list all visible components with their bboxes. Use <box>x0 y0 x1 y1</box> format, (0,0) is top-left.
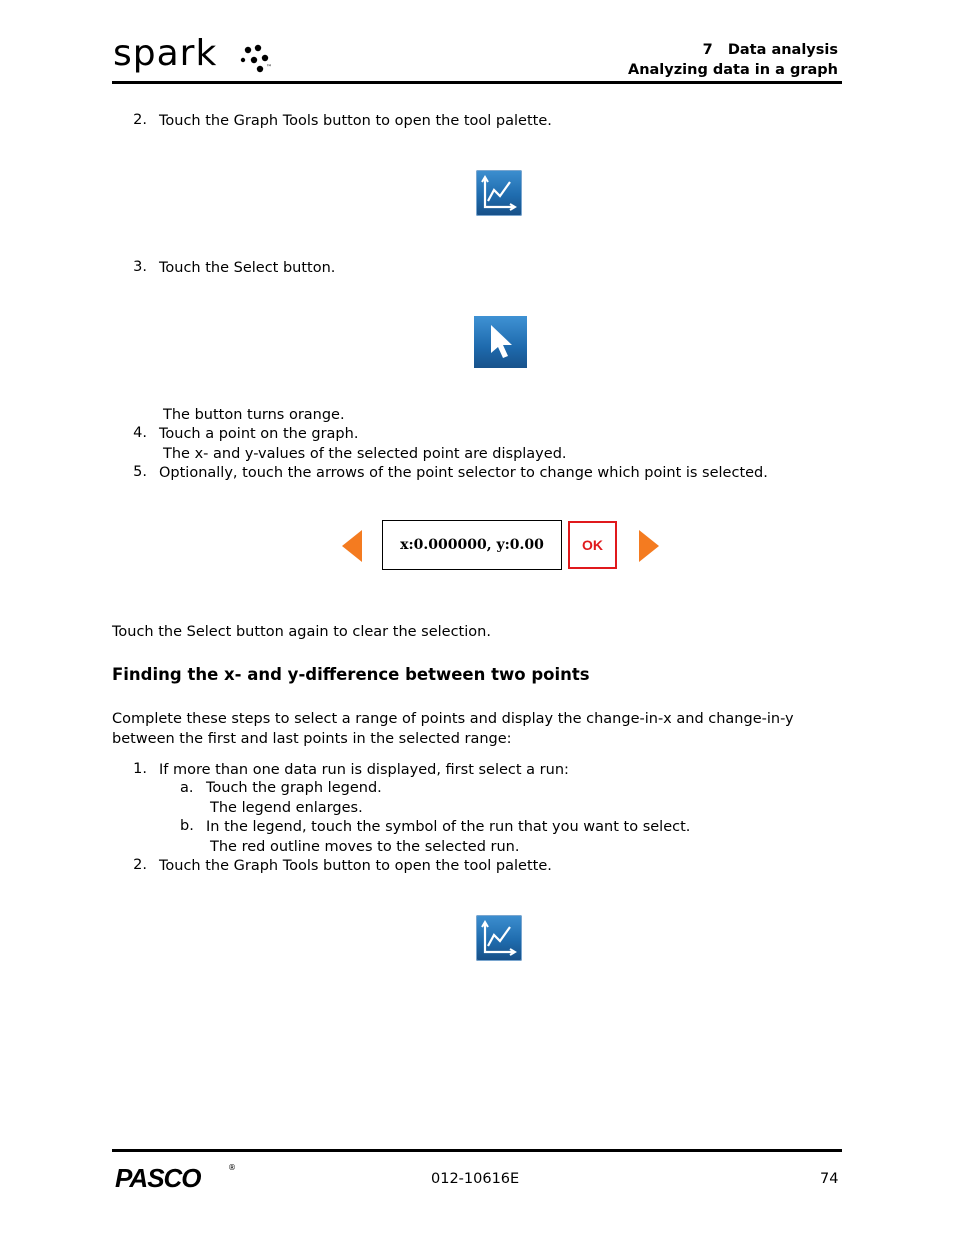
document-number: 012-10616E <box>431 1171 520 1187</box>
paragraph: Complete these steps to select a range of points and display the change-in-x and change-in-y <box>112 711 794 727</box>
substep-letter: a. <box>180 780 194 796</box>
select-cursor-icon <box>474 316 527 368</box>
step-number: 2. <box>133 857 147 873</box>
note-text: The red outline moves to the selected run. <box>210 839 520 855</box>
graph-tools-icon <box>476 915 522 961</box>
step-text: Touch a point on the graph. <box>159 426 359 442</box>
page-number: 74 <box>820 1171 839 1187</box>
step-number: 4. <box>133 425 147 441</box>
pasco-logo: PASCO <box>115 1163 201 1193</box>
note-text: The button turns orange. <box>163 407 345 423</box>
header-rule <box>112 81 842 84</box>
note-text: The legend enlarges. <box>210 800 363 816</box>
note-text: The x- and y-values of the selected point are displayed. <box>163 446 567 462</box>
section-heading: Finding the x- and y-difference between two points <box>112 665 590 684</box>
chapter-title: 7 Data analysis <box>702 42 838 58</box>
paragraph: between the first and last points in the selected range: <box>112 731 512 747</box>
left-arrow-icon[interactable] <box>342 530 362 562</box>
registered-mark: ® <box>228 1163 236 1172</box>
step-text: Touch the Graph Tools button to open the tool palette. <box>159 113 552 129</box>
select-button[interactable] <box>474 316 527 368</box>
substep-letter: b. <box>180 818 194 834</box>
paragraph: Touch the Select button again to clear the selection. <box>112 624 491 640</box>
trademark: ™ <box>266 64 272 71</box>
step-number: 5. <box>133 464 147 480</box>
step-text: If more than one data run is displayed, first select a run: <box>159 762 569 778</box>
step-number: 2. <box>133 112 147 128</box>
spark-logo: spark <box>113 33 218 74</box>
graph-tools-icon <box>476 170 522 216</box>
step-number: 1. <box>133 761 147 777</box>
section-title: Analyzing data in a graph <box>627 62 838 78</box>
footer-rule <box>112 1149 842 1152</box>
ok-button[interactable]: OK <box>568 521 617 569</box>
point-readout: x:0.000000, y:0.00 <box>382 520 562 570</box>
step-number: 3. <box>133 259 147 275</box>
substep-text: In the legend, touch the symbol of the run that you want to select. <box>206 819 691 835</box>
substep-text: Touch the graph legend. <box>206 780 382 796</box>
step-text: Optionally, touch the arrows of the point selector to change which point is selected. <box>159 465 768 481</box>
graph-tools-button[interactable] <box>476 170 522 216</box>
step-text: Touch the Graph Tools button to open the tool palette. <box>159 858 552 874</box>
graph-tools-button[interactable] <box>476 915 522 961</box>
right-arrow-icon[interactable] <box>639 530 659 562</box>
running-header <box>628 40 838 80</box>
step-text: Touch the Select button. <box>159 260 336 276</box>
